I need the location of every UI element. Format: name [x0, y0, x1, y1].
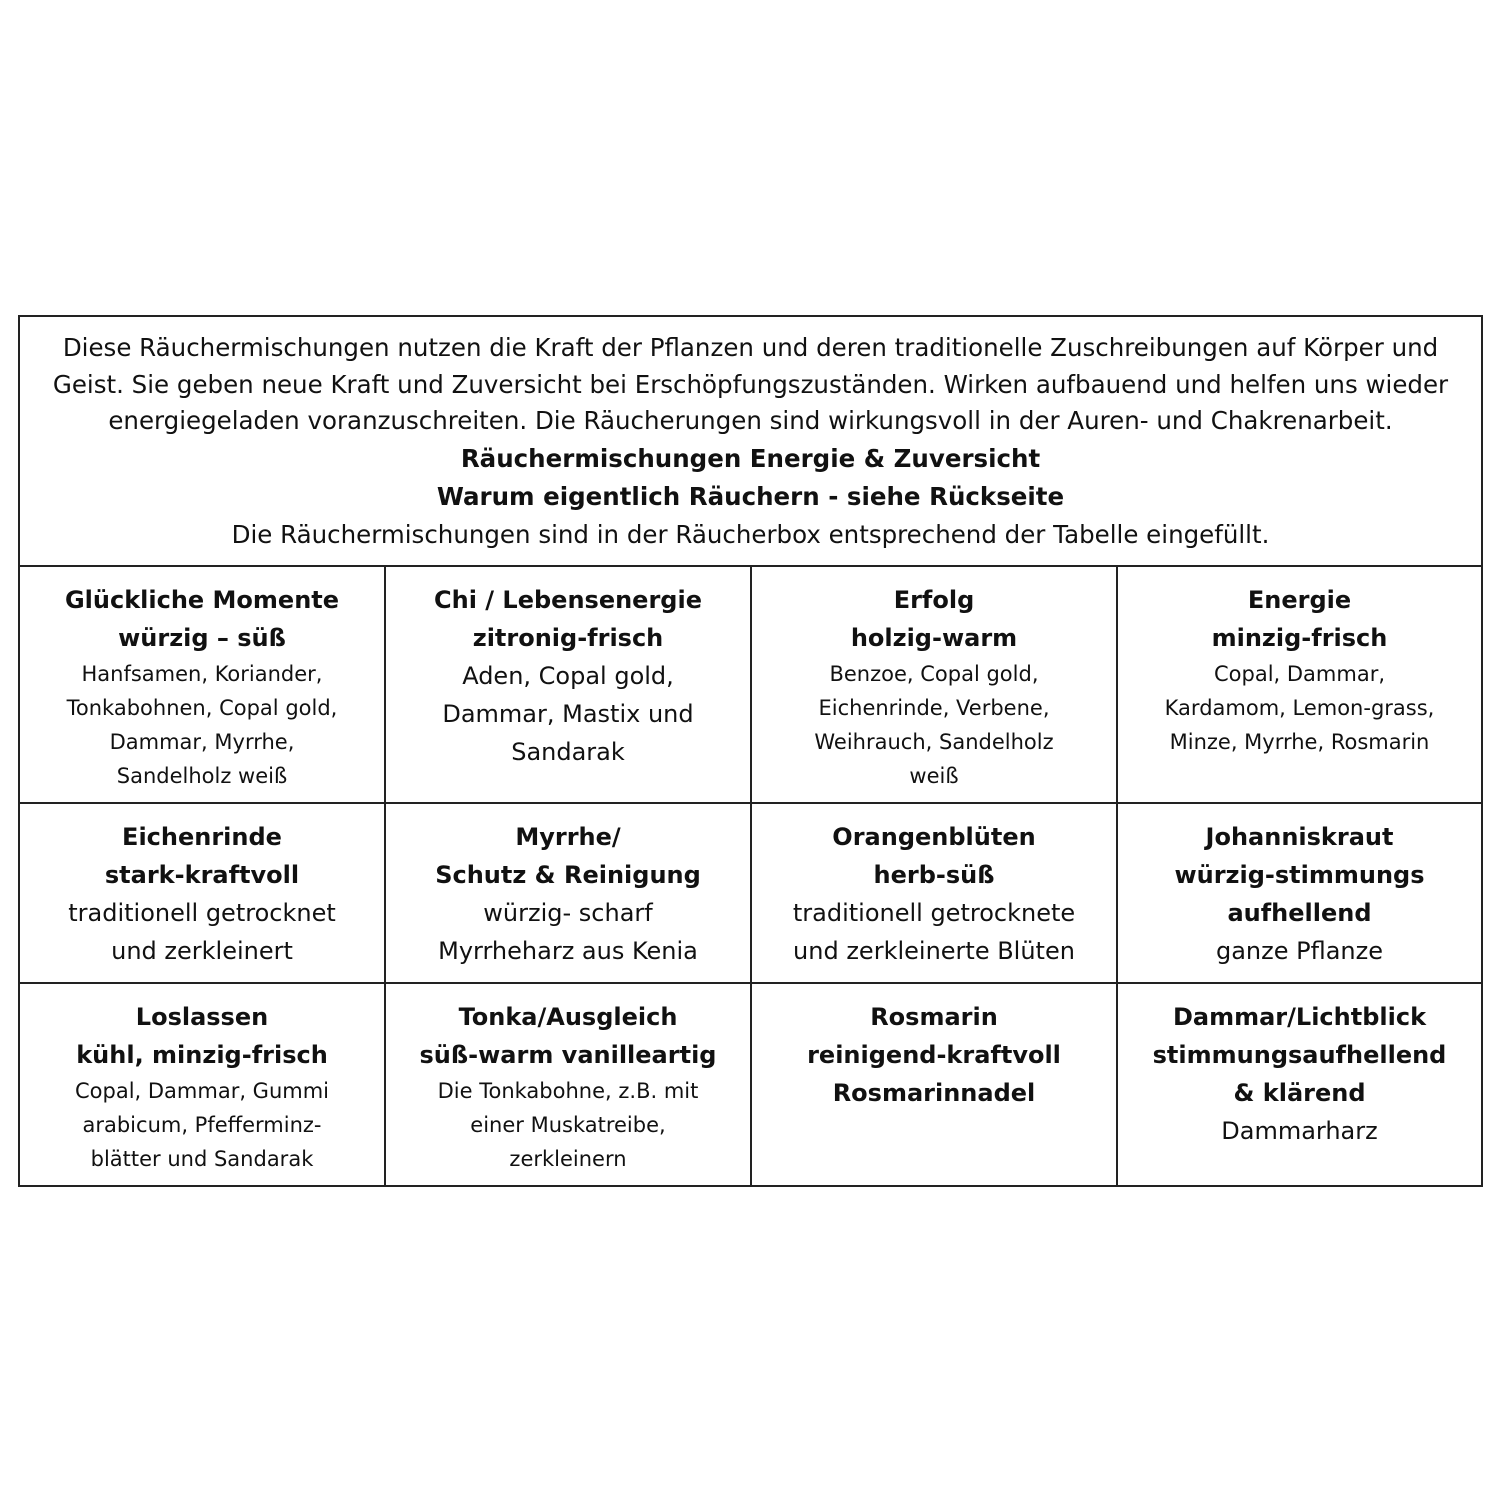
blend-title-line: herb-süß: [873, 861, 995, 889]
blend-title-line: Loslassen: [135, 1003, 269, 1031]
blend-title-line: kühl, minzig-frisch: [76, 1041, 328, 1069]
blend-ingredient-line: Sandelholz weiß: [116, 764, 288, 788]
blend-ingredient-line: zerkleinern: [509, 1147, 627, 1171]
blend-ingredient-line: und zerkleinerte Blüten: [793, 937, 1075, 965]
blend-ingredient-line: Dammar, Mastix und: [442, 700, 694, 728]
blend-title-line: Orangenblüten: [832, 823, 1036, 851]
blend-cell: [386, 567, 752, 804]
blend-ingredient-line: würzig- scharf: [483, 899, 653, 927]
blend-cell: [20, 567, 386, 804]
blend-ingredient-line: Dammar, Myrrhe,: [109, 730, 295, 754]
blend-title-line: Eichenrinde: [122, 823, 282, 851]
blend-ingredient-line: Copal, Dammar, Gummi: [74, 1079, 330, 1103]
blend-title-line: Dammar/Lichtblick: [1172, 1003, 1427, 1031]
blend-ingredient-line: Aden, Copal gold,: [462, 662, 674, 690]
heading-energie-zuversicht: Räuchermischungen Energie & Zuversicht: [460, 443, 1041, 473]
blend-cell: [1118, 567, 1481, 804]
blend-ingredient-line: Minze, Myrrhe, Rosmarin: [1169, 730, 1430, 754]
blend-title-line: würzig – süß: [118, 624, 286, 652]
blend-title-line: Erfolg: [893, 586, 975, 614]
blend-title-line: stimmungsaufhellend: [1152, 1041, 1447, 1069]
intro-text: [50, 330, 1451, 440]
intro-section: [20, 317, 1481, 567]
blend-ingredient-line: Sandarak: [511, 738, 625, 766]
blend-cell: [386, 804, 752, 984]
blend-ingredient-line: Dammarharz: [1221, 1117, 1378, 1145]
blend-title-line: Myrrhe/: [515, 823, 621, 851]
blend-ingredient-line: und zerkleinert: [111, 937, 293, 965]
blend-title-line: würzig-stimmungs: [1174, 861, 1425, 889]
blend-ingredient-line: Die Tonkabohne, z.B. mit: [437, 1079, 699, 1103]
blend-ingredient-line: Hanfsamen, Koriander,: [81, 662, 323, 686]
blend-ingredient-line: weiß: [909, 764, 959, 788]
blend-cell: [386, 984, 752, 1187]
blend-ingredient-line: Weihrauch, Sandelholz: [814, 730, 1054, 754]
blend-title-line: Glückliche Momente: [64, 586, 340, 614]
blends-table: [20, 567, 1481, 1187]
blend-title-line: & klärend: [1233, 1079, 1366, 1107]
blend-ingredient-line: traditionell getrocknete: [792, 899, 1076, 927]
blend-cell: [20, 804, 386, 984]
blend-cell: [20, 984, 386, 1187]
blend-title-line: minzig-frisch: [1211, 624, 1388, 652]
blend-ingredient-line: Eichenrinde, Verbene,: [818, 696, 1050, 720]
blend-cell: [752, 984, 1118, 1187]
blend-ingredient-line: Copal, Dammar,: [1213, 662, 1386, 686]
intro-line: Diese Räuchermischungen nutzen die Kraft der Pflanzen und deren traditionelle Zuschreibungen auf Körper und: [62, 333, 1439, 362]
blend-title-line: Johanniskraut: [1205, 823, 1394, 851]
blend-title-line: Chi / Lebensenergie: [434, 586, 702, 614]
info-card: [18, 315, 1483, 1187]
blend-title-line: stark-kraftvoll: [104, 861, 300, 889]
blend-title-line: reinigend-kraftvoll: [807, 1041, 1061, 1069]
blend-ingredient-line: Benzoe, Copal gold,: [829, 662, 1039, 686]
blend-ingredient-line: Kardamom, Lemon-grass,: [1164, 696, 1435, 720]
blend-title-line: Rosmarin: [870, 1003, 998, 1031]
blend-ingredient-line: blätter und Sandarak: [90, 1147, 314, 1171]
blend-title-line: Tonka/Ausgleich: [458, 1003, 678, 1031]
blend-title-line: Schutz & Reinigung: [435, 861, 701, 889]
blend-cell: [1118, 804, 1481, 984]
blend-title-line: aufhellend: [1227, 899, 1372, 927]
blend-cell: [1118, 984, 1481, 1187]
blend-ingredient-line: Tonkabohnen, Copal gold,: [66, 696, 338, 720]
heading-warum-raeuchern: Warum eigentlich Räuchern - siehe Rückseite: [436, 481, 1065, 511]
intro-line: Geist. Sie geben neue Kraft und Zuversicht bei Erschöpfungszuständen. Wirken aufbauend und helfen uns wieder: [52, 369, 1449, 399]
blend-title-line: Rosmarinnadel: [832, 1079, 1036, 1107]
blend-cell: [752, 804, 1118, 984]
blend-ingredient-line: Myrrheharz aus Kenia: [438, 937, 698, 965]
blend-ingredient-line: arabicum, Pfefferminz-: [82, 1113, 322, 1137]
intro-line: energiegeladen voranzuschreiten. Die Räucherungen sind wirkungsvoll in der Auren- und Chakrenarbeit.: [108, 406, 1393, 435]
blend-title-line: zitronig-frisch: [472, 624, 664, 652]
intro-note: Die Räuchermischungen sind in der Räucherbox entsprechend der Tabelle eingefüllt.: [231, 519, 1270, 549]
blend-title-line: süß-warm vanilleartig: [419, 1041, 717, 1069]
blend-ingredient-line: ganze Pflanze: [1215, 937, 1383, 965]
blend-ingredient-line: traditionell getrocknet: [68, 899, 336, 927]
blend-ingredient-line: einer Muskatreibe,: [470, 1113, 666, 1137]
blend-cell: [752, 567, 1118, 804]
blend-title-line: Energie: [1247, 586, 1352, 614]
blend-title-line: holzig-warm: [850, 624, 1018, 652]
